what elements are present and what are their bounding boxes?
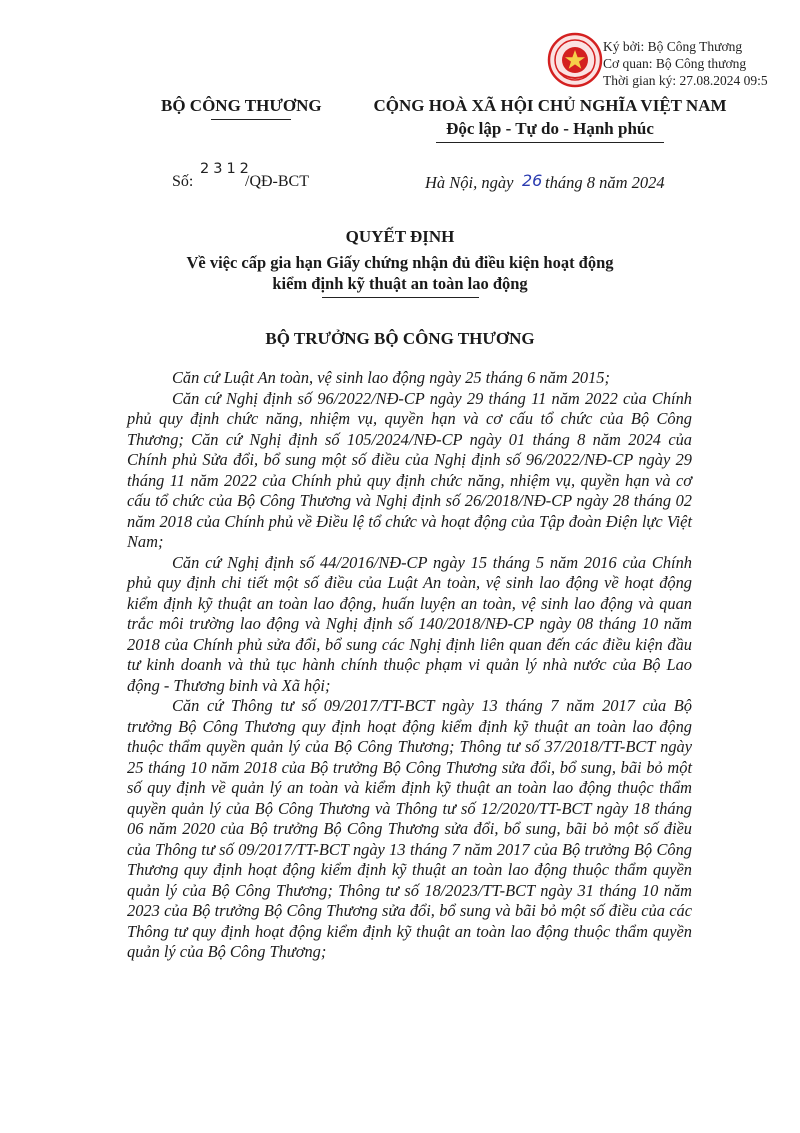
date-suffix: tháng 8 năm 2024 — [545, 173, 665, 192]
date-prefix: Hà Nội, ngày — [425, 173, 514, 192]
document-body — [127, 368, 692, 963]
basis-paragraph-2: Căn cứ Nghị định số 96/2022/NĐ-CP ngày 29 tháng 11 năm 2022 của Chính phủ quy định chức năng, nhiệm vụ, quyền hạn và cơ cấu tổ chức của Bộ Công Thương; Căn cứ Nghị định số 105/2024/NĐ-CP ngày 01 tháng 8 năm 2024 của Chính phủ Sửa đổi, bổ sung một số điều của Nghị định số 96/2022/NĐ-CP ngày 29 tháng 11 năm 2022 của Chính phủ quy định chức năng, nhiệm vụ, quyền hạn và cơ cấu tổ chức của Bộ Công Thương và Nghị định số 26/2018/NĐ-CP ngày 28 tháng 02 năm 2018 của Chính phủ về Điều lệ tổ chức và hoạt động của Tập đoàn Điện lực Việt Nam; — [127, 388, 692, 551]
doc-number-handwritten: 2312 — [200, 161, 253, 177]
signature-signed-by: Ký bởi: Bộ Công Thương — [603, 39, 743, 54]
nation-title: CỘNG HOÀ XÃ HỘI CHỦ NGHĨA VIỆT NAM — [373, 96, 727, 115]
basis-paragraph-3: Căn cứ Nghị định số 44/2016/NĐ-CP ngày 15 tháng 5 năm 2016 của Chính phủ quy định chi tiết một số điều của Luật An toàn, vệ sinh lao động về hoạt động kiểm định kỹ thuật an toàn lao động, huấn luyện an toàn, vệ sinh lao động và quan trắc môi trường lao động và Nghị định số 140/2018/NĐ-CP ngày 08 tháng 10 năm 2018 của Chính phủ sửa đổi, bổ sung các Nghị định liên quan đến các điều kiện đầu tư kinh doanh và thủ tục hành chính thuộc phạm vi quản lý nhà nước của Bộ Lao động - Thương binh và Xã hội; — [127, 552, 692, 695]
doc-number-prefix: Số: — [172, 173, 194, 190]
ministry-name: BỘ CÔNG THƯƠNG — [161, 96, 322, 115]
state-emblem-seal — [547, 32, 603, 88]
motto-underline — [436, 142, 664, 143]
signature-agency: Cơ quan: Bộ Công thương — [603, 56, 747, 71]
issuing-authority: BỘ TRƯỞNG BỘ CÔNG THƯƠNG — [265, 329, 535, 348]
document-subject-line2: kiểm định kỹ thuật an toàn lao động — [272, 274, 528, 293]
ministry-underline — [211, 119, 291, 120]
basis-paragraph-1: Căn cứ Luật An toàn, vệ sinh lao động ngày 25 tháng 6 năm 2015; — [172, 368, 610, 387]
signature-time: Thời gian ký: 27.08.2024 09:5 — [603, 73, 768, 88]
date-handwritten-day: 26 — [522, 171, 543, 190]
doc-number-suffix: /QĐ-BCT — [245, 173, 309, 190]
basis-paragraph-4: Căn cứ Thông tư số 09/2017/TT-BCT ngày 13 tháng 7 năm 2017 của Bộ trưởng Bộ Công Thương quy định hoạt động kiểm định kỹ thuật an toàn lao động thuộc thẩm quyền quản lý của Bộ Công Thương; Thông tư số 37/2018/TT-BCT ngày 25 tháng 10 năm 2018 của Bộ trưởng Bộ Công Thương sửa đổi, bổ sung, bãi bỏ một số quy định về quản lý an toàn và kiểm định kỹ thuật an toàn lao động thuộc thẩm quyền quản lý của Bộ Công Thương và Thông tư số 12/2020/TT-BCT ngày 18 tháng 06 năm 2020 của Bộ trưởng Bộ Công Thương sửa đổi, bổ sung, bãi bỏ một số điều của Thông tư số 09/2017/TT-BCT ngày 13 tháng 7 năm 2017 của Bộ trưởng Bộ Công Thương quy định hoạt động kiểm định kỹ thuật an toàn lao động thuộc thẩm quyền quản lý của Bộ Công Thương; Thông tư số 18/2023/TT-BCT ngày 31 tháng 10 năm 2023 của Bộ trưởng Bộ Công Thương sửa đổi, bổ sung và bãi bỏ một số điều của các Thông tư quy định hoạt động kiểm định kỹ thuật an toàn lao động thuộc thẩm quyền quản lý của Bộ Công Thương; — [127, 696, 692, 961]
subject-underline — [322, 297, 479, 298]
document-subject-line1: Về việc cấp gia hạn Giấy chứng nhận đủ điều kiện hoạt động — [186, 253, 614, 272]
document-heading: QUYẾT ĐỊNH — [345, 227, 455, 246]
national-motto: Độc lập - Tự do - Hạnh phúc — [446, 119, 654, 138]
